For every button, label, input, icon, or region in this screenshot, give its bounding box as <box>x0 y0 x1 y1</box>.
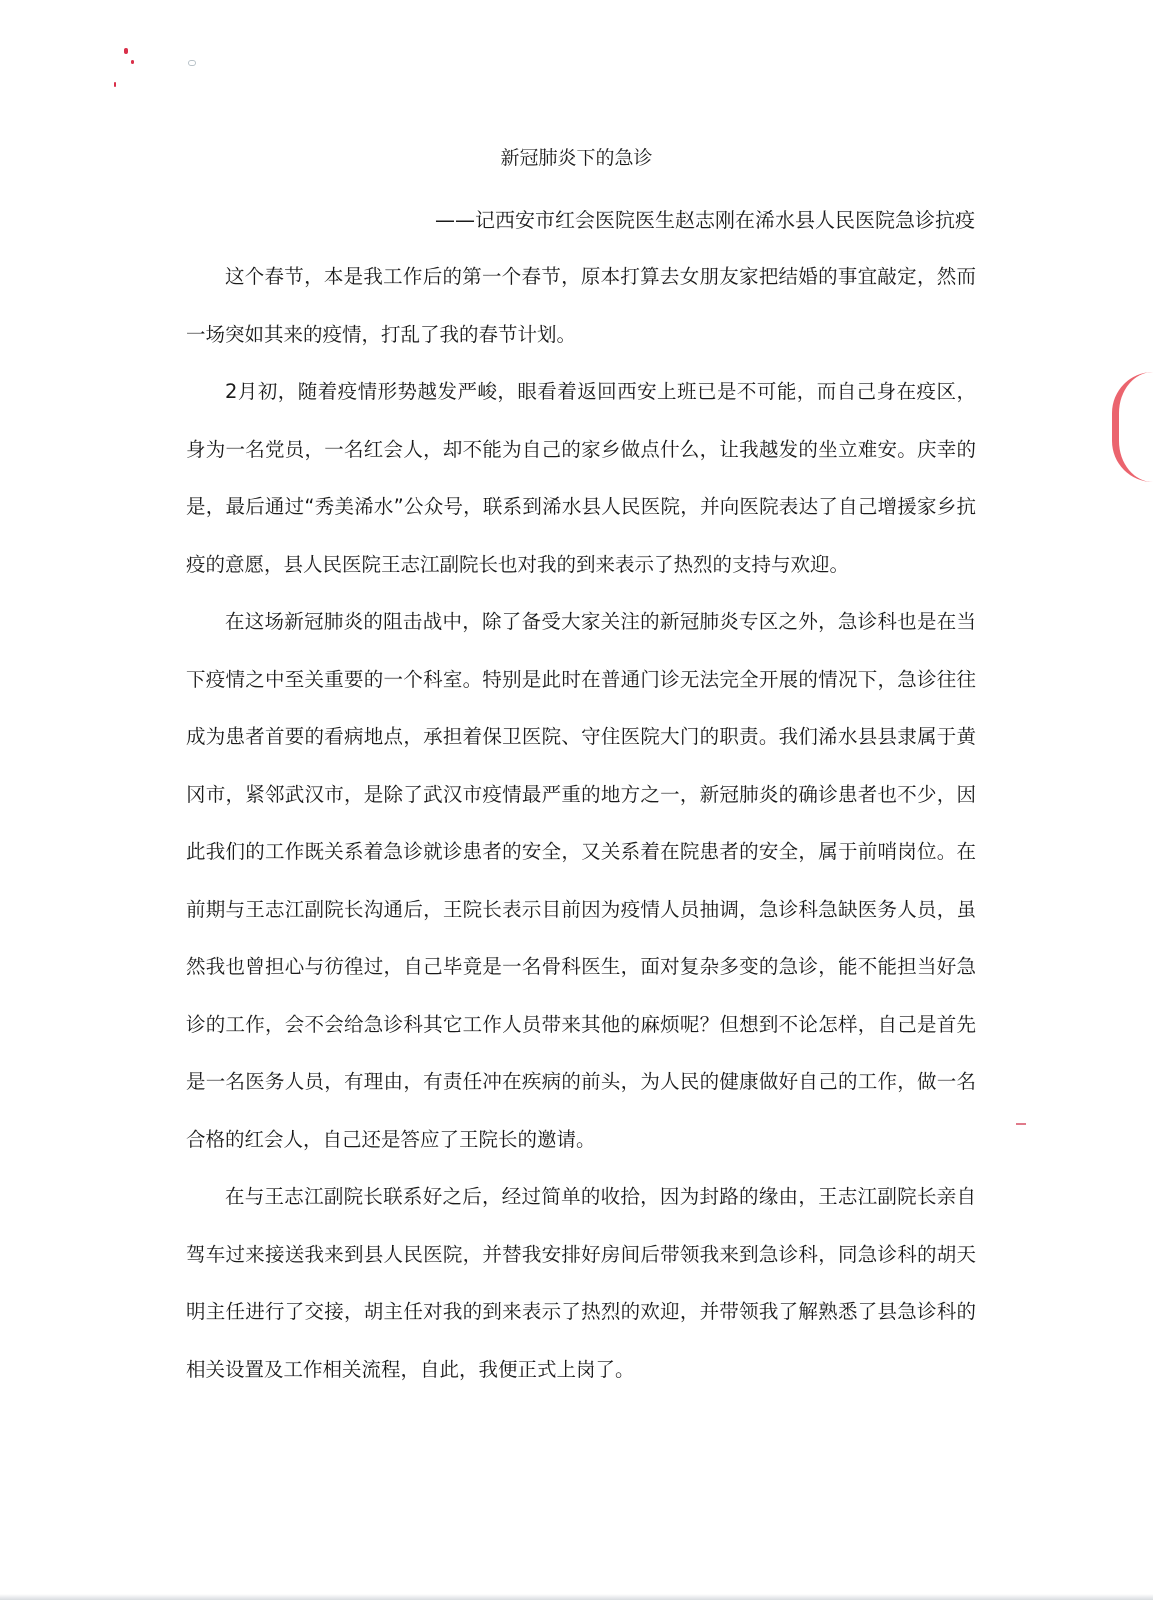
scan-speck <box>124 48 128 54</box>
paragraph-4: 在与王志江副院长联系好之后，经过简单的收拾，因为封路的缘由，王志江副院长亲自驾车过来接送我来到县人民医院，并替我安排好房间后带领我来到急诊科，同急诊科的胡天明主任进行了交接，胡主任对我的到来表示了热烈的欢迎，并带领我了解熟悉了县急诊科的相关设置及工作相关流程，自此，我便正式上岗了。 <box>186 1185 976 1381</box>
scan-speck <box>188 60 196 66</box>
document-title: 新冠肺炎下的急诊 <box>500 147 653 169</box>
document-body <box>186 248 976 1398</box>
paragraph-2: 2月初，随着疫情形势越发严峻，眼看着返回西安上班已是不可能，而自己身在疫区，身为一名党员，一名红会人，却不能为自己的家乡做点什么，让我越发的坐立难安。庆幸的是，最后通过“秀美浠水”公众号，联系到浠水县人民医院，并向医院表达了自己增援家乡抗疫的意愿，县人民医院王志江副院长也对我的到来表示了热烈的支持与欢迎。 <box>186 380 976 576</box>
paragraph-1: 这个春节，本是我工作后的第一个春节，原本打算去女朋友家把结婚的事宜敲定，然而一场突如其来的疫情，打乱了我的春节计划。 <box>186 265 976 346</box>
red-stamp-edge <box>1112 372 1153 482</box>
paragraph-3: 在这场新冠肺炎的阻击战中，除了备受大家关注的新冠肺炎专区之外，急诊科也是在当下疫情之中至关重要的一个科室。特别是此时在普通门诊无法完全开展的情况下，急诊往往成为患者首要的看病地点，承担着保卫医院、守住医院大门的职责。我们浠水县县隶属于黄冈市，紧邻武汉市，是除了武汉市疫情最严重的地方之一，新冠肺炎的确诊患者也不少，因此我们的工作既关系着急诊就诊患者的安全，又关系着在院患者的安全，属于前哨岗位。在前期与王志江副院长沟通后，王院长表示目前因为疫情人员抽调，急诊科急缺医务人员，虽然我也曾担心与彷徨过，自己毕竟是一名骨科医生，面对复杂多变的急诊，能不能担当好急诊的工作，会不会给急诊科其它工作人员带来其他的麻烦呢？但想到不论怎样，自己是首先是一名医务人员，有理由，有责任冲在疾病的前头，为人民的健康做好自己的工作，做一名合格的红会人，自己还是答应了王院长的邀请。 <box>186 610 976 1151</box>
scan-bottom-edge <box>0 1594 1153 1600</box>
document-subtitle: ——记西安市红会医院医生赵志刚在浠水县人民医院急诊抗疫 <box>435 208 975 232</box>
scan-speck <box>131 60 134 64</box>
scan-speck <box>1016 1123 1026 1125</box>
scan-speck <box>114 82 116 87</box>
